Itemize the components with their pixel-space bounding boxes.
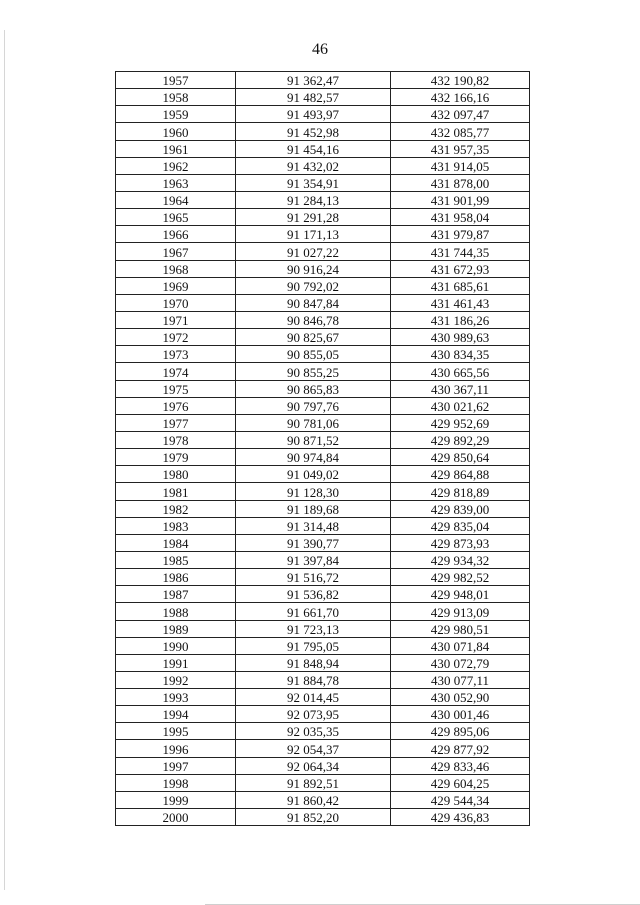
table-row bbox=[116, 774, 530, 791]
table-row bbox=[116, 346, 530, 363]
value-a-cell: 91 291,28 bbox=[236, 209, 391, 226]
year-cell: 1983 bbox=[116, 517, 236, 534]
value-a-cell: 91 189,68 bbox=[236, 500, 391, 517]
year-cell: 1978 bbox=[116, 431, 236, 448]
year-cell: 1958 bbox=[116, 89, 236, 106]
year-cell: 1971 bbox=[116, 311, 236, 328]
value-a-cell: 91 314,48 bbox=[236, 517, 391, 534]
table-row bbox=[116, 500, 530, 517]
value-a-cell: 90 781,06 bbox=[236, 414, 391, 431]
value-a-cell: 91 454,16 bbox=[236, 140, 391, 157]
value-b-cell: 430 989,63 bbox=[391, 329, 530, 346]
value-a-cell: 91 027,22 bbox=[236, 243, 391, 260]
value-a-cell: 91 390,77 bbox=[236, 534, 391, 551]
value-b-cell: 431 958,04 bbox=[391, 209, 530, 226]
table-row bbox=[116, 483, 530, 500]
value-b-cell: 432 190,82 bbox=[391, 72, 530, 89]
year-cell: 1990 bbox=[116, 637, 236, 654]
year-cell: 1991 bbox=[116, 654, 236, 671]
year-cell: 1988 bbox=[116, 603, 236, 620]
year-cell: 1976 bbox=[116, 397, 236, 414]
table-row bbox=[116, 809, 530, 826]
value-b-cell: 429 604,25 bbox=[391, 774, 530, 791]
year-cell: 1972 bbox=[116, 329, 236, 346]
table-row bbox=[116, 277, 530, 294]
value-b-cell: 429 982,52 bbox=[391, 569, 530, 586]
value-a-cell: 91 852,20 bbox=[236, 809, 391, 826]
value-b-cell: 431 901,99 bbox=[391, 191, 530, 208]
table-row bbox=[116, 72, 530, 89]
value-b-cell: 430 665,56 bbox=[391, 363, 530, 380]
year-cell: 1961 bbox=[116, 140, 236, 157]
year-cell: 1994 bbox=[116, 706, 236, 723]
value-a-cell: 91 482,57 bbox=[236, 89, 391, 106]
table-row bbox=[116, 243, 530, 260]
year-cell: 1979 bbox=[116, 449, 236, 466]
scan-left-edge bbox=[4, 30, 5, 890]
table-row bbox=[116, 517, 530, 534]
year-cell: 1984 bbox=[116, 534, 236, 551]
table-row bbox=[116, 294, 530, 311]
data-table bbox=[115, 71, 530, 826]
value-a-cell: 91 795,05 bbox=[236, 637, 391, 654]
table-row bbox=[116, 380, 530, 397]
value-b-cell: 432 166,16 bbox=[391, 89, 530, 106]
value-b-cell: 430 077,11 bbox=[391, 671, 530, 688]
table-row bbox=[116, 209, 530, 226]
value-b-cell: 431 957,35 bbox=[391, 140, 530, 157]
table-row bbox=[116, 140, 530, 157]
table-row bbox=[116, 89, 530, 106]
value-b-cell: 429 873,93 bbox=[391, 534, 530, 551]
table-row bbox=[116, 654, 530, 671]
year-cell: 1959 bbox=[116, 106, 236, 123]
value-a-cell: 91 284,13 bbox=[236, 191, 391, 208]
table-row bbox=[116, 397, 530, 414]
value-b-cell: 429 835,04 bbox=[391, 517, 530, 534]
year-cell: 2000 bbox=[116, 809, 236, 826]
year-cell: 1970 bbox=[116, 294, 236, 311]
table-row bbox=[116, 363, 530, 380]
table-row bbox=[116, 260, 530, 277]
value-b-cell: 430 834,35 bbox=[391, 346, 530, 363]
table-row bbox=[116, 689, 530, 706]
value-a-cell: 91 397,84 bbox=[236, 551, 391, 568]
table-row bbox=[116, 740, 530, 757]
year-cell: 1968 bbox=[116, 260, 236, 277]
value-b-cell: 429 948,01 bbox=[391, 586, 530, 603]
year-cell: 1995 bbox=[116, 723, 236, 740]
table-row bbox=[116, 329, 530, 346]
value-b-cell: 429 544,34 bbox=[391, 791, 530, 808]
year-cell: 1980 bbox=[116, 466, 236, 483]
value-a-cell: 90 792,02 bbox=[236, 277, 391, 294]
table-row bbox=[116, 671, 530, 688]
year-cell: 1969 bbox=[116, 277, 236, 294]
year-cell: 1982 bbox=[116, 500, 236, 517]
table-row bbox=[116, 226, 530, 243]
value-a-cell: 91 884,78 bbox=[236, 671, 391, 688]
table-row bbox=[116, 569, 530, 586]
value-a-cell: 90 855,25 bbox=[236, 363, 391, 380]
table-row bbox=[116, 123, 530, 140]
value-b-cell: 429 436,83 bbox=[391, 809, 530, 826]
value-a-cell: 91 848,94 bbox=[236, 654, 391, 671]
table-row bbox=[116, 466, 530, 483]
value-b-cell: 429 892,29 bbox=[391, 431, 530, 448]
value-a-cell: 91 362,47 bbox=[236, 72, 391, 89]
value-a-cell: 92 064,34 bbox=[236, 757, 391, 774]
value-b-cell: 429 913,09 bbox=[391, 603, 530, 620]
table-row bbox=[116, 311, 530, 328]
year-cell: 1963 bbox=[116, 174, 236, 191]
table-row bbox=[116, 414, 530, 431]
value-b-cell: 432 097,47 bbox=[391, 106, 530, 123]
table-row bbox=[116, 191, 530, 208]
year-cell: 1985 bbox=[116, 551, 236, 568]
value-b-cell: 430 001,46 bbox=[391, 706, 530, 723]
year-cell: 1962 bbox=[116, 157, 236, 174]
value-b-cell: 429 864,88 bbox=[391, 466, 530, 483]
value-a-cell: 90 865,83 bbox=[236, 380, 391, 397]
value-a-cell: 91 049,02 bbox=[236, 466, 391, 483]
year-cell: 1965 bbox=[116, 209, 236, 226]
value-b-cell: 431 461,43 bbox=[391, 294, 530, 311]
value-b-cell: 431 186,26 bbox=[391, 311, 530, 328]
value-a-cell: 91 536,82 bbox=[236, 586, 391, 603]
value-a-cell: 91 723,13 bbox=[236, 620, 391, 637]
value-a-cell: 91 860,42 bbox=[236, 791, 391, 808]
value-b-cell: 432 085,77 bbox=[391, 123, 530, 140]
year-cell: 1973 bbox=[116, 346, 236, 363]
value-a-cell: 90 855,05 bbox=[236, 346, 391, 363]
value-a-cell: 91 516,72 bbox=[236, 569, 391, 586]
value-b-cell: 429 833,46 bbox=[391, 757, 530, 774]
year-cell: 1997 bbox=[116, 757, 236, 774]
value-a-cell: 90 847,84 bbox=[236, 294, 391, 311]
year-cell: 1960 bbox=[116, 123, 236, 140]
table-row bbox=[116, 723, 530, 740]
value-b-cell: 430 052,90 bbox=[391, 689, 530, 706]
value-b-cell: 431 979,87 bbox=[391, 226, 530, 243]
page-number: 46 bbox=[312, 41, 328, 58]
value-a-cell: 91 452,98 bbox=[236, 123, 391, 140]
table-body bbox=[116, 72, 530, 826]
value-a-cell: 91 432,02 bbox=[236, 157, 391, 174]
table-row bbox=[116, 431, 530, 448]
table-row bbox=[116, 106, 530, 123]
year-cell: 1998 bbox=[116, 774, 236, 791]
value-b-cell: 430 021,62 bbox=[391, 397, 530, 414]
value-a-cell: 90 916,24 bbox=[236, 260, 391, 277]
value-b-cell: 431 685,61 bbox=[391, 277, 530, 294]
year-cell: 1996 bbox=[116, 740, 236, 757]
year-cell: 1992 bbox=[116, 671, 236, 688]
value-b-cell: 429 980,51 bbox=[391, 620, 530, 637]
table-row bbox=[116, 534, 530, 551]
value-b-cell: 429 839,00 bbox=[391, 500, 530, 517]
value-b-cell: 430 072,79 bbox=[391, 654, 530, 671]
table-row bbox=[116, 791, 530, 808]
value-b-cell: 430 071,84 bbox=[391, 637, 530, 654]
value-b-cell: 430 367,11 bbox=[391, 380, 530, 397]
value-a-cell: 92 035,35 bbox=[236, 723, 391, 740]
table-row bbox=[116, 174, 530, 191]
value-a-cell: 91 892,51 bbox=[236, 774, 391, 791]
value-a-cell: 90 846,78 bbox=[236, 311, 391, 328]
value-b-cell: 429 818,89 bbox=[391, 483, 530, 500]
year-cell: 1957 bbox=[116, 72, 236, 89]
value-a-cell: 91 171,13 bbox=[236, 226, 391, 243]
table-row bbox=[116, 586, 530, 603]
value-a-cell: 91 493,97 bbox=[236, 106, 391, 123]
value-a-cell: 90 825,67 bbox=[236, 329, 391, 346]
table-row bbox=[116, 449, 530, 466]
table-row bbox=[116, 637, 530, 654]
value-b-cell: 429 895,06 bbox=[391, 723, 530, 740]
value-b-cell: 431 744,35 bbox=[391, 243, 530, 260]
value-b-cell: 429 877,92 bbox=[391, 740, 530, 757]
value-a-cell: 91 128,30 bbox=[236, 483, 391, 500]
value-b-cell: 431 672,93 bbox=[391, 260, 530, 277]
value-a-cell: 90 797,76 bbox=[236, 397, 391, 414]
value-b-cell: 431 878,00 bbox=[391, 174, 530, 191]
year-cell: 1986 bbox=[116, 569, 236, 586]
year-cell: 1964 bbox=[116, 191, 236, 208]
value-b-cell: 429 952,69 bbox=[391, 414, 530, 431]
year-cell: 1966 bbox=[116, 226, 236, 243]
year-cell: 1981 bbox=[116, 483, 236, 500]
table-row bbox=[116, 551, 530, 568]
value-a-cell: 91 354,91 bbox=[236, 174, 391, 191]
year-cell: 1989 bbox=[116, 620, 236, 637]
value-b-cell: 431 914,05 bbox=[391, 157, 530, 174]
table-row bbox=[116, 757, 530, 774]
table-row bbox=[116, 603, 530, 620]
value-a-cell: 92 073,95 bbox=[236, 706, 391, 723]
value-a-cell: 92 014,45 bbox=[236, 689, 391, 706]
year-cell: 1977 bbox=[116, 414, 236, 431]
value-b-cell: 429 934,32 bbox=[391, 551, 530, 568]
year-cell: 1975 bbox=[116, 380, 236, 397]
table-row bbox=[116, 706, 530, 723]
value-b-cell: 429 850,64 bbox=[391, 449, 530, 466]
year-cell: 1967 bbox=[116, 243, 236, 260]
year-cell: 1974 bbox=[116, 363, 236, 380]
year-cell: 1987 bbox=[116, 586, 236, 603]
value-a-cell: 90 974,84 bbox=[236, 449, 391, 466]
table-row bbox=[116, 157, 530, 174]
year-cell: 1993 bbox=[116, 689, 236, 706]
value-a-cell: 91 661,70 bbox=[236, 603, 391, 620]
year-cell: 1999 bbox=[116, 791, 236, 808]
value-a-cell: 92 054,37 bbox=[236, 740, 391, 757]
value-a-cell: 90 871,52 bbox=[236, 431, 391, 448]
table-row bbox=[116, 620, 530, 637]
